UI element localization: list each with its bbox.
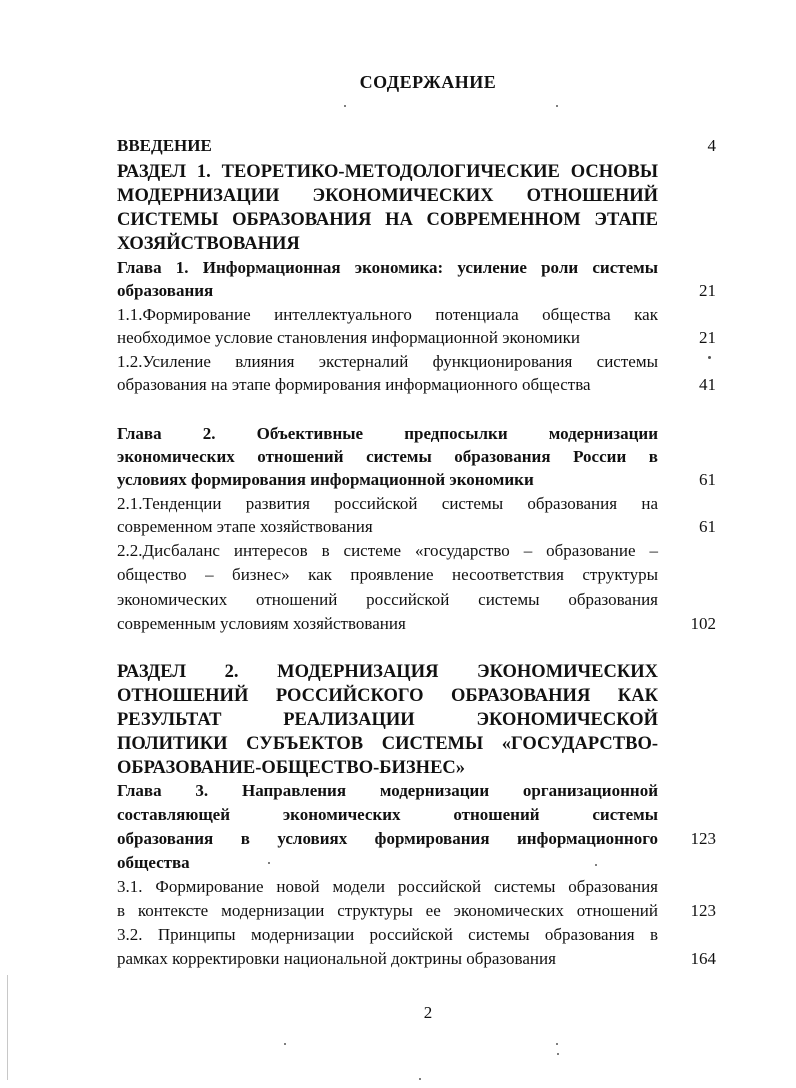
chapter3-line: Глава 3. Направления модернизации организационной — [117, 781, 658, 800]
chapter3-line: общества — [117, 853, 190, 872]
item-2-2-line: экономических отношений российской системы образования — [117, 590, 658, 609]
page-title: СОДЕРЖАНИЕ — [359, 72, 497, 92]
toc-intro-label: ВВЕДЕНИЕ — [117, 136, 212, 155]
item-2-1-line: 2.1.Тенденции развития российской системы образования на — [117, 494, 658, 513]
item-1-2-line: 1.2.Усиление влияния экстерналий функционирования системы — [117, 352, 658, 371]
scan-speck — [419, 1078, 421, 1080]
item-3-2-line: 3.2. Принципы модернизации российской системы образования в — [117, 925, 658, 944]
chapter1-page: 21 — [699, 281, 716, 300]
section1-line: ХОЗЯЙСТВОВАНИЯ — [117, 234, 300, 254]
item-3-2-page: 164 — [690, 949, 716, 968]
section1-line: МОДЕРНИЗАЦИИ ЭКОНОМИЧЕСКИХ ОТНОШЕНИЙ — [117, 186, 658, 206]
section1-line: РАЗДЕЛ 1. ТЕОРЕТИКО-МЕТОДОЛОГИЧЕСКИЕ ОСНОВЫ — [117, 162, 658, 182]
chapter2-page: 61 — [699, 470, 716, 489]
scan-speck — [708, 356, 711, 359]
item-3-1-line: в контексте модернизации структуры ее экономических отношений — [117, 901, 658, 920]
chapter3-page: 123 — [690, 829, 716, 848]
chapter2-line: Глава 2. Объективные предпосылки модернизации — [117, 424, 658, 443]
item-3-1-line: 3.1. Формирование новой модели российской системы образования — [117, 877, 658, 896]
chapter1-line: образования — [117, 281, 214, 300]
scan-speck — [284, 1043, 286, 1045]
item-1-1-line: 1.1.Формирование интеллектуального потенциала общества как — [117, 305, 658, 324]
section1-line: СИСТЕМЫ ОБРАЗОВАНИЯ НА СОВРЕМЕННОМ ЭТАПЕ — [117, 210, 658, 230]
chapter2-line: экономических отношений системы образования России в — [117, 447, 658, 466]
item-3-2-line: рамках корректировки национальной доктрины образования — [117, 949, 556, 968]
page-number: 2 — [423, 1003, 433, 1022]
item-1-1-line: необходимое условие становления информационной экономики — [117, 328, 580, 347]
item-2-2-line: общество – бизнес» как проявление несоответствия структуры — [117, 565, 658, 584]
scan-edge-mark — [7, 975, 8, 1080]
item-2-2-line: современным условиям хозяйствования — [117, 614, 406, 633]
section2-line: ПОЛИТИКИ СУБЪЕКТОВ СИСТЕМЫ «ГОСУДАРСТВО- — [117, 734, 658, 754]
section2-line: РЕЗУЛЬТАТ РЕАЛИЗАЦИИ ЭКОНОМИЧЕСКОЙ — [117, 710, 658, 730]
scan-speck — [595, 864, 597, 866]
section2-line: РАЗДЕЛ 2. МОДЕРНИЗАЦИЯ ЭКОНОМИЧЕСКИХ — [117, 662, 658, 682]
item-2-1-page: 61 — [699, 517, 716, 536]
item-1-1-page: 21 — [699, 328, 716, 347]
section2-line: ОТНОШЕНИЙ РОССИЙСКОГО ОБРАЗОВАНИЯ КАК — [117, 686, 658, 706]
chapter3-line: составляющей экономических отношений системы — [117, 805, 658, 824]
item-2-2-line: 2.2.Дисбаланс интересов в системе «государство – образование – — [117, 541, 658, 560]
scan-speck — [556, 1043, 558, 1045]
item-3-1-page: 123 — [690, 901, 716, 920]
scan-speck — [344, 105, 346, 107]
scan-speck — [556, 105, 558, 107]
scan-speck — [557, 1053, 559, 1055]
item-1-2-page: 41 — [699, 375, 716, 394]
chapter2-line: условиях формирования информационной экономики — [117, 470, 534, 489]
section2-line: ОБРАЗОВАНИЕ-ОБЩЕСТВО-БИЗНЕС» — [117, 758, 466, 778]
scan-speck — [268, 862, 270, 864]
item-1-2-line: образования на этапе формирования информационного общества — [117, 375, 591, 394]
item-2-2-page: 102 — [690, 614, 716, 633]
toc-intro-page: 4 — [707, 136, 716, 155]
item-2-1-line: современном этапе хозяйствования — [117, 517, 373, 536]
chapter1-line: Глава 1. Информационная экономика: усиление роли системы — [117, 258, 658, 277]
chapter3-line: образования в условиях формирования информационного — [117, 829, 658, 848]
